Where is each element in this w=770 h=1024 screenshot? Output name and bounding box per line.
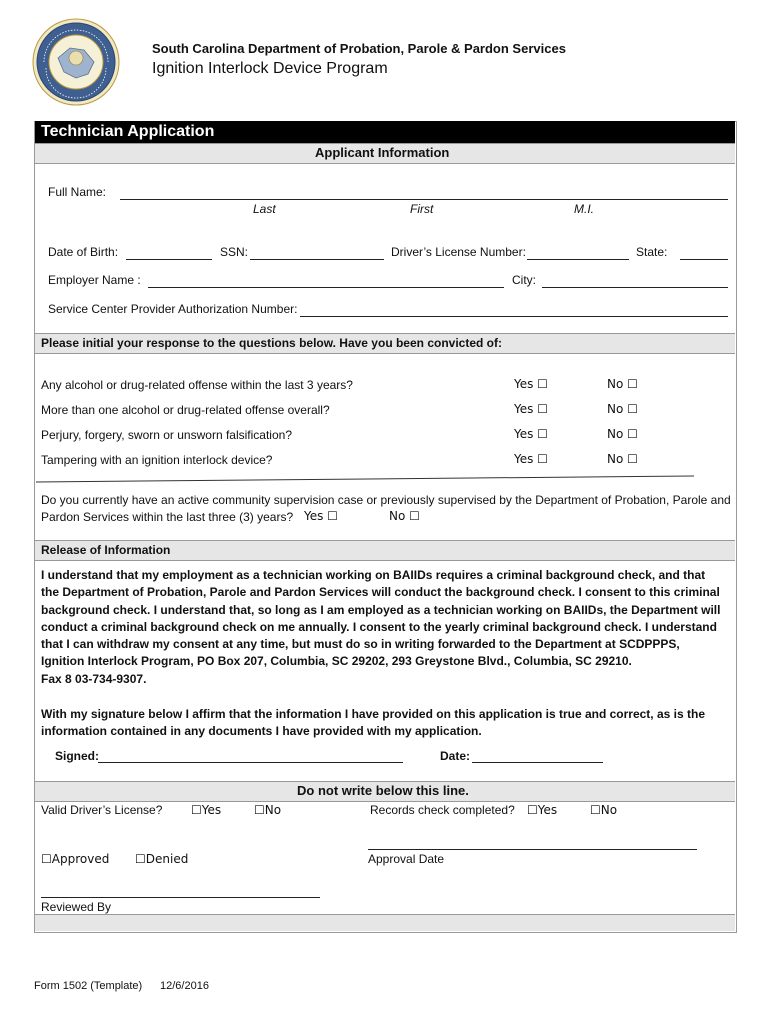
agency-name: South Carolina Department of Probation, Parole & Pardon Services bbox=[152, 41, 566, 56]
approval-date-label: Approval Date bbox=[368, 852, 445, 866]
office-use-heading: Do not write below this line. bbox=[297, 783, 469, 798]
release-line-3: background check. I understand that, so long as I am employed as a technician working on BAIIDs, the Department will bbox=[41, 602, 721, 617]
records-check-label: Records check completed? bbox=[370, 803, 515, 817]
question-1-no-checkbox[interactable]: No ☐ bbox=[607, 377, 638, 391]
release-line-5: that I can withdraw my consent at any time, but must do so in writing forwarded to the Department at SCDPPPS, bbox=[41, 637, 680, 652]
form-title-bar bbox=[35, 121, 735, 143]
reviewed-by-label: Reviewed By bbox=[41, 900, 112, 914]
state-label: State: bbox=[636, 245, 668, 259]
form-date: 12/6/2016 bbox=[160, 980, 209, 992]
question-3: Perjury, forgery, sworn or unsworn falsification? bbox=[41, 428, 292, 442]
question-1: Any alcohol or drug-related offense within the last 3 years? bbox=[41, 378, 353, 392]
state-field[interactable] bbox=[680, 259, 728, 260]
first-name-caption: First bbox=[410, 202, 434, 216]
office-use-header bbox=[35, 781, 735, 802]
release-line-1: I understand that my employment as a technician working on BAIIDs requires a criminal background check, and that bbox=[41, 568, 706, 582]
ssn-label: SSN: bbox=[220, 245, 249, 259]
form-bottom-bar bbox=[35, 914, 735, 931]
reviewed-by-field[interactable] bbox=[41, 897, 320, 898]
question-4-no-checkbox[interactable]: No ☐ bbox=[607, 452, 638, 466]
full-name-label: Full Name: bbox=[48, 185, 107, 199]
valid-dl-yes-checkbox[interactable]: ☐Yes bbox=[191, 803, 222, 817]
authorization-field[interactable] bbox=[300, 316, 728, 317]
affirmation-text bbox=[41, 706, 731, 741]
dob-field[interactable] bbox=[126, 259, 212, 260]
approval-date-field[interactable] bbox=[368, 849, 697, 850]
affirm-line-1: With my signature below I affirm that the information I have provided on this application is true and correct, as is the bbox=[41, 707, 705, 721]
sign-date-label: Date: bbox=[440, 749, 471, 763]
city-label: City: bbox=[512, 273, 536, 287]
valid-dl-label: Valid Driver’s License? bbox=[41, 803, 163, 817]
release-heading: Release of Information bbox=[41, 543, 171, 557]
question-3-no-checkbox[interactable]: No ☐ bbox=[607, 427, 638, 441]
last-name-caption: Last bbox=[253, 202, 276, 216]
records-check-no-checkbox[interactable]: ☐No bbox=[590, 803, 618, 817]
question-2: More than one alcohol or drug-related offense overall? bbox=[41, 403, 330, 417]
supervision-no-checkbox[interactable]: No ☐ bbox=[389, 509, 420, 523]
signature-field[interactable] bbox=[98, 762, 403, 763]
drivers-license-label: Driver’s License Number: bbox=[391, 245, 526, 259]
full-name-field[interactable] bbox=[120, 199, 728, 200]
question-4: Tampering with an ignition interlock device? bbox=[41, 453, 273, 467]
questions-header bbox=[35, 333, 735, 354]
question-4-yes-checkbox[interactable]: Yes ☐ bbox=[514, 452, 548, 466]
question-3-yes-checkbox[interactable]: Yes ☐ bbox=[514, 427, 548, 441]
sign-date-field[interactable] bbox=[472, 762, 603, 763]
dob-label: Date of Birth: bbox=[48, 245, 119, 259]
supervision-question-line-1: Do you currently have an active community supervision case or previously supervised by the Department of Probation, Parole and bbox=[41, 493, 731, 507]
approved-checkbox[interactable]: ☐Approved bbox=[41, 852, 110, 866]
question-2-yes-checkbox[interactable]: Yes ☐ bbox=[514, 402, 548, 416]
release-line-6: Ignition Interlock Program, PO Box 207, Columbia, SC 29202, 293 Greystone Blvd., Columbia, SC 29210. bbox=[41, 654, 632, 669]
question-2-no-checkbox[interactable]: No ☐ bbox=[607, 402, 638, 416]
valid-dl-no-checkbox[interactable]: ☐No bbox=[254, 803, 282, 817]
records-check-yes-checkbox[interactable]: ☐Yes bbox=[527, 803, 558, 817]
release-header bbox=[35, 540, 735, 561]
applicant-info-heading: Applicant Information bbox=[315, 145, 450, 160]
employer-field[interactable] bbox=[148, 287, 504, 288]
affirm-line-2: information contained in any documents I have provided with my application. bbox=[41, 724, 482, 739]
signed-label: Signed: bbox=[55, 749, 99, 763]
denied-checkbox[interactable]: ☐Denied bbox=[135, 852, 189, 866]
department-seal bbox=[32, 18, 120, 106]
question-1-yes-checkbox[interactable]: Yes ☐ bbox=[514, 377, 548, 391]
release-line-4: conduct a criminal background check on me annually. I consent to the yearly criminal background check. I understand bbox=[41, 619, 717, 634]
release-consent-text bbox=[41, 567, 731, 688]
employer-label: Employer Name : bbox=[48, 273, 141, 287]
ssn-field[interactable] bbox=[250, 259, 384, 260]
middle-initial-caption: M.I. bbox=[574, 202, 594, 216]
form-title: Technician Application bbox=[41, 123, 215, 140]
supervision-question-line-2: Pardon Services within the last three (3) years? bbox=[41, 510, 294, 524]
program-name: Ignition Interlock Device Program bbox=[152, 60, 388, 77]
questions-divider bbox=[36, 474, 696, 484]
form-number: Form 1502 (Template) bbox=[34, 980, 143, 992]
drivers-license-field[interactable] bbox=[527, 259, 629, 260]
questions-heading: Please initial your response to the questions below. Have you been convicted of: bbox=[41, 336, 502, 350]
supervision-yes-checkbox[interactable]: Yes ☐ bbox=[304, 509, 338, 523]
authorization-label: Service Center Provider Authorization Number: bbox=[48, 302, 298, 316]
release-line-7: Fax 8 03-734-9307. bbox=[41, 671, 147, 686]
release-line-2: the Department of Probation, Parole and Pardon Services will conduct the background check. I consent to this criminal bbox=[41, 585, 720, 600]
city-field[interactable] bbox=[542, 287, 728, 288]
applicant-info-header bbox=[35, 143, 735, 164]
